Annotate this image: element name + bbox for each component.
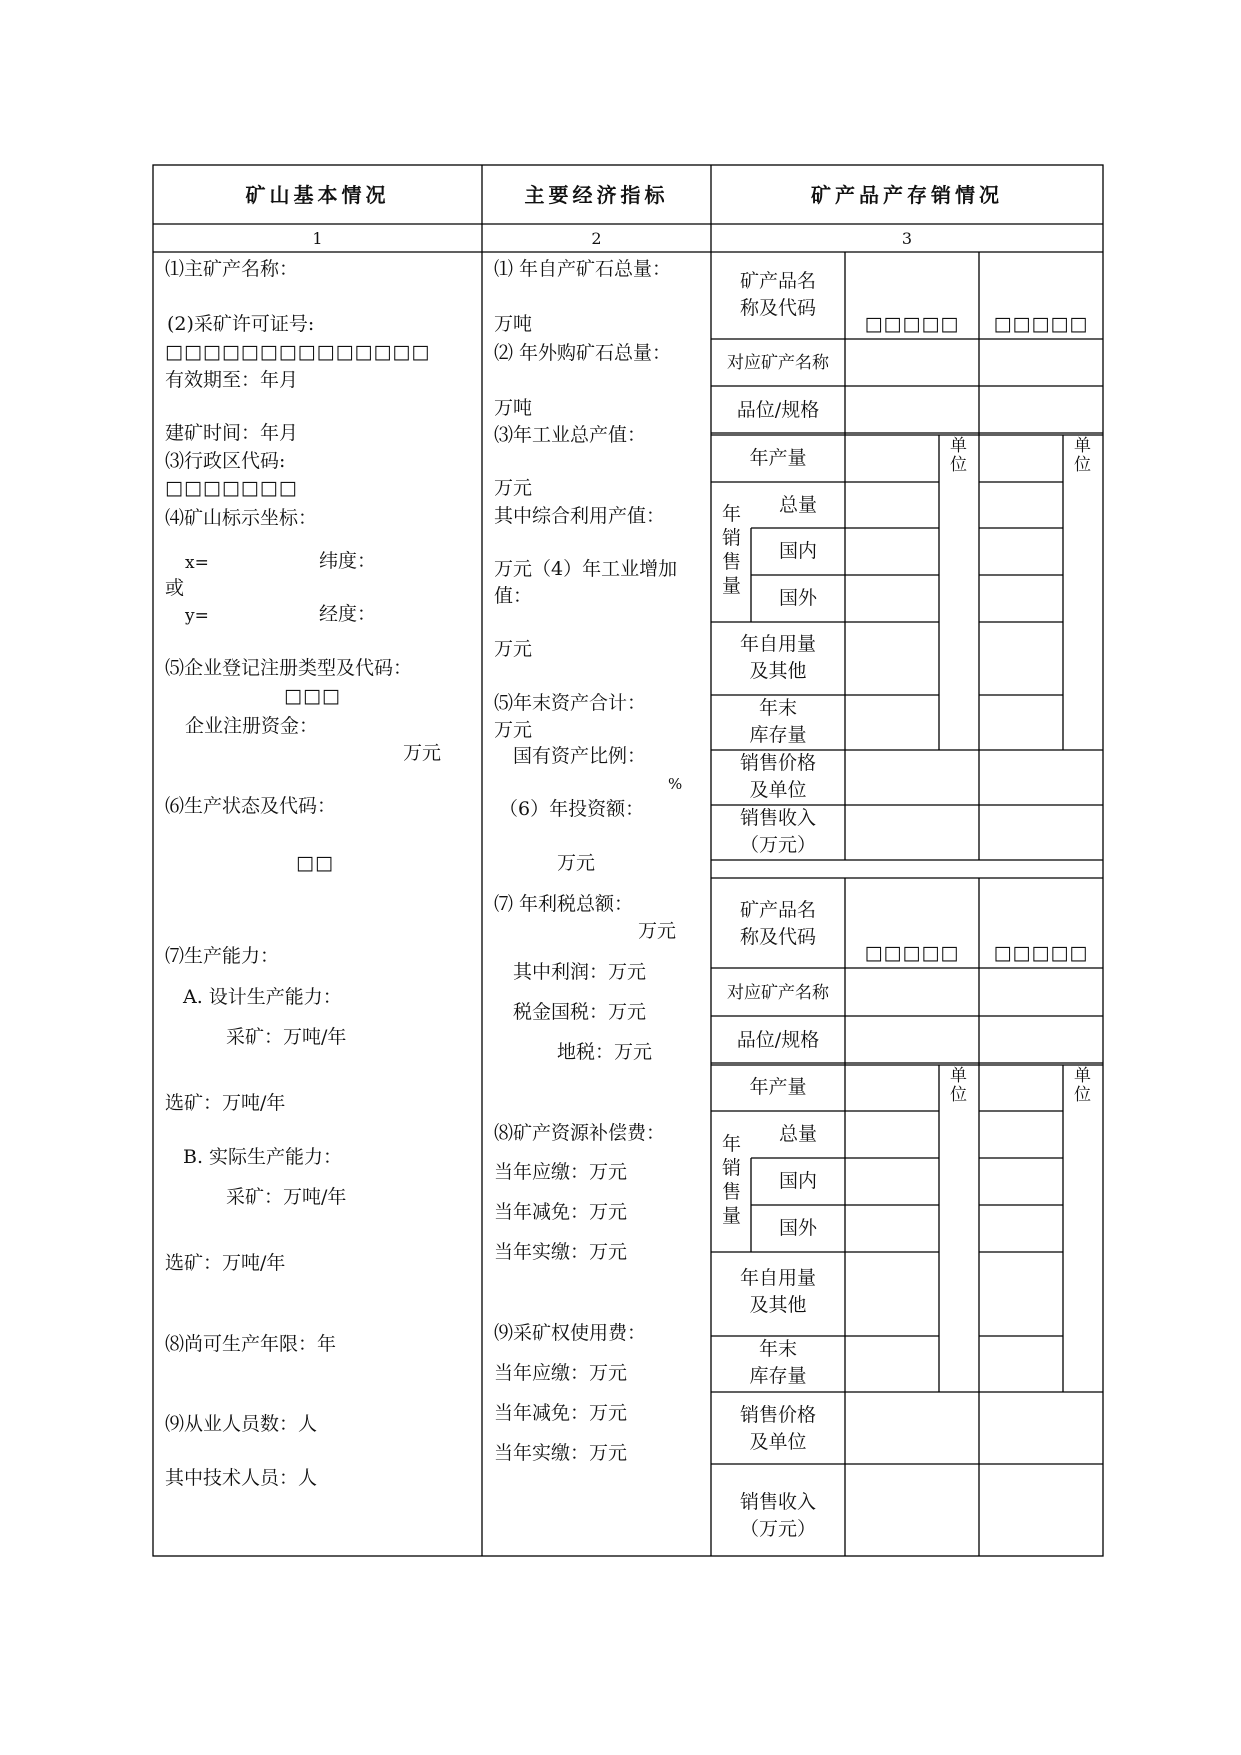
build-time-label: 建矿时间：年月	[165, 422, 299, 444]
design-dressing-label: 选矿：万吨/年	[165, 1092, 286, 1114]
fee-paid-label: 当年实缴：万元	[494, 1442, 628, 1464]
annual-sales-label-2: 年销售量	[722, 1133, 742, 1227]
resource-compensation-label: ⑻矿产资源补偿费：	[494, 1122, 666, 1144]
sales-revenue-label-1a: 销售收入	[739, 807, 816, 829]
production-status-label: ⑹生产状态及代码：	[165, 795, 337, 817]
year-end-stock-label-1a: 年末	[758, 697, 797, 719]
latitude-label: 纬度：	[319, 550, 377, 572]
sales-foreign-label-1: 国外	[778, 587, 817, 609]
self-use-label-2b: 及其他	[749, 1294, 807, 1316]
purchased-ore-unit: 万吨	[494, 397, 533, 419]
value-added-unit: 万元	[494, 638, 533, 660]
compensation-payable-label: 当年应缴：万元	[494, 1161, 628, 1183]
column-number-2: 2	[591, 229, 602, 248]
admin-region-code-label: ⑶行政区代码:	[165, 450, 286, 472]
annual-investment-unit: 万元	[557, 852, 596, 874]
gross-output-value-unit: 万元	[494, 477, 533, 499]
sales-total-label-2: 总量	[778, 1123, 817, 1145]
license-number-boxes: □□□□□□□□□□□□□□	[165, 341, 431, 363]
comprehensive-use-value-label: 其中综合利用产值：	[494, 505, 666, 527]
product-code-boxes-2a: □□□□□	[864, 942, 960, 964]
product-code-boxes-1b: □□□□□	[993, 313, 1089, 335]
column-number-3: 3	[901, 229, 913, 248]
sales-total-label-1: 总量	[778, 494, 817, 516]
product-code-boxes-2b: □□□□□	[993, 942, 1089, 964]
product-code-boxes-1a: □□□□□	[864, 313, 960, 335]
annual-output-label-2: 年产量	[749, 1076, 807, 1098]
self-produced-ore-label: ⑴ 年自产矿石总量：	[494, 258, 672, 280]
fee-payable-label: 当年应缴：万元	[494, 1362, 628, 1384]
header-mine-basic: 矿山基本情况	[245, 183, 390, 207]
compensation-reduced-label: 当年减免：万元	[494, 1201, 628, 1223]
production-capacity-label: ⑺生产能力：	[165, 945, 280, 967]
registered-capital-label: 企业注册资金：	[185, 715, 319, 737]
unit-label-1a: 单位	[950, 436, 967, 475]
value-added-label: 万元（4）年工业增加	[494, 558, 678, 580]
sales-domestic-label-1: 国内	[778, 540, 817, 562]
design-mining-label: 采矿：万吨/年	[226, 1026, 347, 1048]
main-mineral-name-label: ⑴主矿产名称：	[165, 258, 299, 280]
registered-capital-unit: 万元	[403, 742, 442, 764]
technical-staff-label: 其中技术人员：人	[165, 1467, 318, 1489]
enterprise-type-boxes: □□□	[284, 685, 341, 707]
profit-tax-total-unit: 万元	[638, 920, 677, 942]
state-assets-ratio-unit: %	[668, 775, 683, 793]
year-end-assets-unit: 万元	[494, 719, 533, 741]
annual-output-label-1: 年产量	[749, 447, 807, 469]
product-name-code-label-1a: 矿产品名	[739, 270, 816, 292]
unit-label-2b: 单位	[1074, 1066, 1091, 1105]
national-tax-label: 税金国税：万元	[513, 1001, 647, 1023]
valid-until-label: 有效期至：年月	[165, 369, 299, 391]
column-number-1: 1	[312, 229, 323, 248]
grade-label-1: 品位/规格	[736, 399, 820, 421]
mining-right-fee-label: ⑼采矿权使用费：	[494, 1322, 647, 1344]
self-produced-ore-unit: 万吨	[494, 313, 533, 335]
self-use-label-1a: 年自用量	[739, 633, 816, 655]
year-end-stock-label-2b: 库存量	[749, 1365, 807, 1387]
sales-revenue-label-2a: 销售收入	[739, 1491, 816, 1513]
production-status-boxes: □□	[296, 852, 334, 874]
remaining-years-label: ⑻尚可生产年限：年	[165, 1333, 337, 1355]
sales-revenue-label-1b: （万元）	[739, 834, 816, 856]
mining-license-label: (2)采矿许可证号:	[167, 313, 315, 335]
actual-capacity-label: B. 实际生产能力：	[183, 1146, 343, 1168]
ore-name-label-1: 对应矿产名称	[727, 353, 829, 373]
compensation-paid-label: 当年实缴：万元	[494, 1241, 628, 1263]
self-use-label-1b: 及其他	[749, 660, 807, 682]
actual-dressing-label: 选矿：万吨/年	[165, 1252, 286, 1274]
year-end-stock-label-1b: 库存量	[749, 724, 807, 746]
ore-name-label-2: 对应矿产名称	[727, 983, 829, 1003]
coordinate-y-label: y=	[185, 606, 209, 626]
sales-price-label-1a: 销售价格	[739, 752, 816, 774]
sales-revenue-label-2b: （万元）	[739, 1518, 816, 1540]
profit-label: 其中利润：万元	[513, 961, 647, 983]
purchased-ore-label: ⑵ 年外购矿石总量：	[494, 342, 672, 364]
profit-tax-total-label: ⑺ 年利税总额：	[494, 893, 634, 915]
self-use-label-2a: 年自用量	[739, 1267, 816, 1289]
value-added-label-cont: 值：	[494, 585, 533, 607]
sales-price-label-2b: 及单位	[749, 1431, 807, 1453]
product-name-code-label-2b: 称及代码	[739, 926, 816, 948]
fee-reduced-label: 当年减免：万元	[494, 1402, 628, 1424]
or-label: 或	[165, 577, 185, 599]
product-name-code-label-1b: 称及代码	[739, 297, 816, 319]
gross-output-value-label: ⑶年工业总产值：	[494, 424, 647, 446]
enterprise-type-label: ⑸企业登记注册类型及代码：	[165, 657, 413, 679]
design-capacity-label: A. 设计生产能力：	[183, 986, 342, 1008]
mine-coordinates-label: ⑷矿山标示坐标：	[165, 507, 318, 529]
year-end-stock-label-2a: 年末	[758, 1338, 797, 1360]
annual-investment-label: （6）年投资额：	[499, 798, 645, 820]
coordinate-x-label: x=	[185, 553, 209, 573]
sales-price-label-2a: 销售价格	[739, 1404, 816, 1426]
actual-mining-label: 采矿：万吨/年	[226, 1186, 347, 1208]
unit-label-2a: 单位	[950, 1066, 967, 1105]
employees-label: ⑼从业人员数：人	[165, 1413, 318, 1435]
sales-foreign-label-2: 国外	[778, 1217, 817, 1239]
sales-price-label-1b: 及单位	[749, 779, 807, 801]
product-name-code-label-2a: 矿产品名	[739, 899, 816, 921]
header-product-stock-sales: 矿产品产存销情况	[811, 183, 1003, 207]
grade-label-2: 品位/规格	[736, 1029, 820, 1051]
header-economic-indicators: 主要经济指标	[524, 183, 669, 207]
unit-label-1b: 单位	[1074, 436, 1091, 475]
longitude-label: 经度：	[319, 603, 377, 625]
annual-sales-label-1: 年销售量	[722, 503, 742, 597]
state-assets-ratio-label: 国有资产比例：	[513, 745, 647, 767]
year-end-assets-label: ⑸年末资产合计：	[494, 692, 647, 714]
local-tax-label: 地税：万元	[557, 1041, 653, 1063]
sales-domestic-label-2: 国内	[778, 1170, 817, 1192]
admin-region-code-boxes: □□□□□□□	[165, 477, 298, 499]
